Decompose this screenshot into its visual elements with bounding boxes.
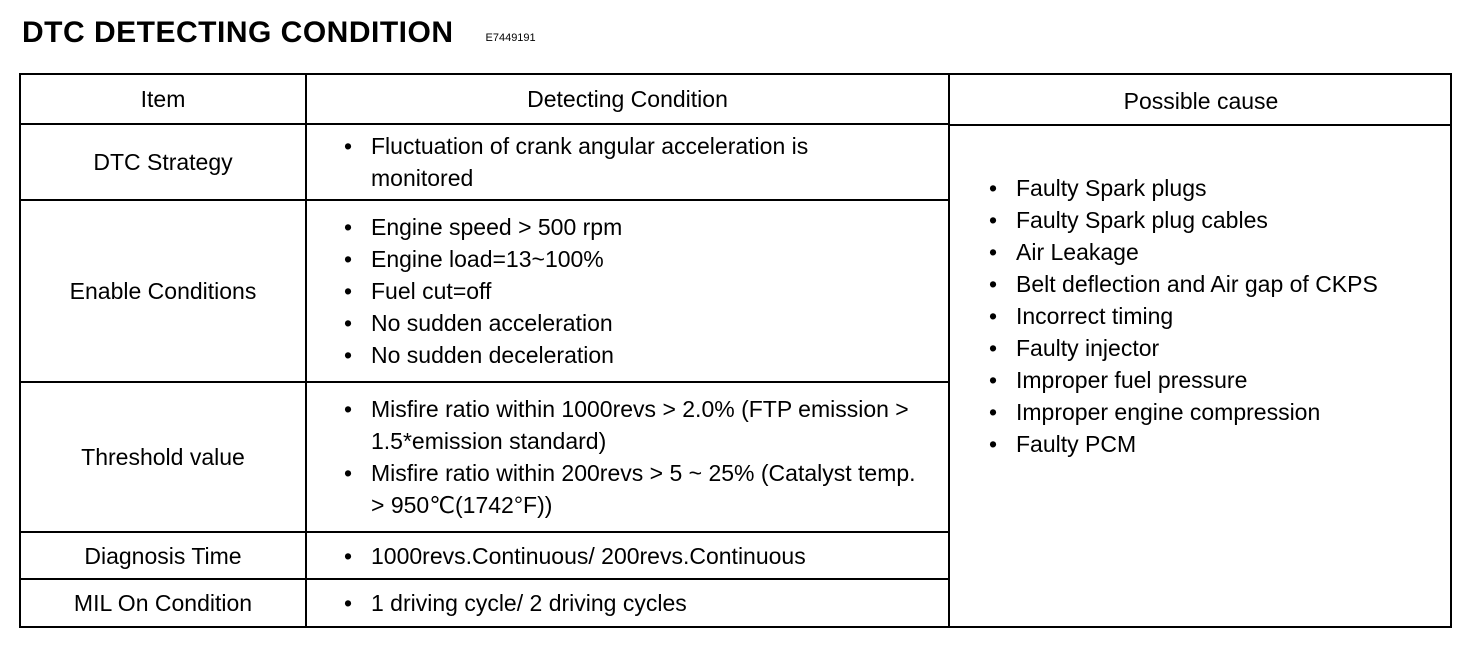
condition-item: • Engine speed > 500 rpm bbox=[342, 211, 622, 243]
dtc-condition-table bbox=[19, 73, 1452, 628]
cause-item: • Faulty injector bbox=[987, 332, 1378, 364]
condition-item: • Fuel cut=off bbox=[342, 275, 622, 307]
row-item-dtc-strategy: DTC Strategy bbox=[93, 149, 233, 175]
page-title: DTC DETECTING CONDITION bbox=[22, 16, 454, 49]
column-header-item: Item bbox=[140, 86, 186, 112]
row-item-diagnosis-time: Diagnosis Time bbox=[84, 542, 242, 569]
condition-item: • No sudden acceleration bbox=[342, 307, 622, 339]
cause-item: • Faulty PCM bbox=[987, 428, 1378, 460]
condition-item: • 1000revs.Continuous/ 200revs.Continuous bbox=[342, 540, 806, 572]
condition-item: • Misfire ratio within 1000revs > 2.0% (FTP emission > 1.5*emission standard) bbox=[342, 393, 918, 457]
cause-item: • Incorrect timing bbox=[987, 300, 1378, 332]
cause-item: • Faulty Spark plug cables bbox=[987, 204, 1378, 236]
row-item-mil-on-condition: MIL On Condition bbox=[73, 590, 253, 616]
document-code: E7449191 bbox=[485, 32, 536, 44]
cause-item: • Belt deflection and Air gap of CKPS bbox=[987, 268, 1378, 300]
row-conditions-enable-conditions bbox=[307, 201, 948, 381]
condition-item: • Engine load=13~100% bbox=[342, 243, 622, 275]
row-conditions-dtc-strategy bbox=[307, 125, 948, 199]
row-conditions-threshold-value bbox=[307, 383, 948, 531]
cause-item: • Improper engine compression bbox=[987, 396, 1378, 428]
row-item-threshold-value: Threshold value bbox=[81, 444, 245, 470]
condition-item: • No sudden deceleration bbox=[342, 339, 622, 371]
row-conditions-diagnosis-time bbox=[307, 533, 948, 578]
row-conditions-mil-on-condition bbox=[307, 580, 948, 626]
row-item-enable-conditions: Enable Conditions bbox=[69, 278, 257, 304]
column-header-possible-cause: Possible cause bbox=[1123, 88, 1279, 114]
condition-item: • 1 driving cycle/ 2 driving cycles bbox=[342, 587, 687, 619]
page-header bbox=[22, 10, 536, 50]
condition-item: • Fluctuation of crank angular acceleration is monitored bbox=[342, 130, 898, 194]
column-header-detecting-condition: Detecting Condition bbox=[527, 86, 728, 112]
cause-item: • Faulty Spark plugs bbox=[987, 172, 1378, 204]
cause-item: • Improper fuel pressure bbox=[987, 364, 1378, 396]
cause-item: • Air Leakage bbox=[987, 236, 1378, 268]
possible-cause-list-cell bbox=[950, 126, 1452, 506]
condition-item: • Misfire ratio within 200revs > 5 ~ 25% (Catalyst temp. > 950℃(1742°F)) bbox=[342, 457, 918, 521]
